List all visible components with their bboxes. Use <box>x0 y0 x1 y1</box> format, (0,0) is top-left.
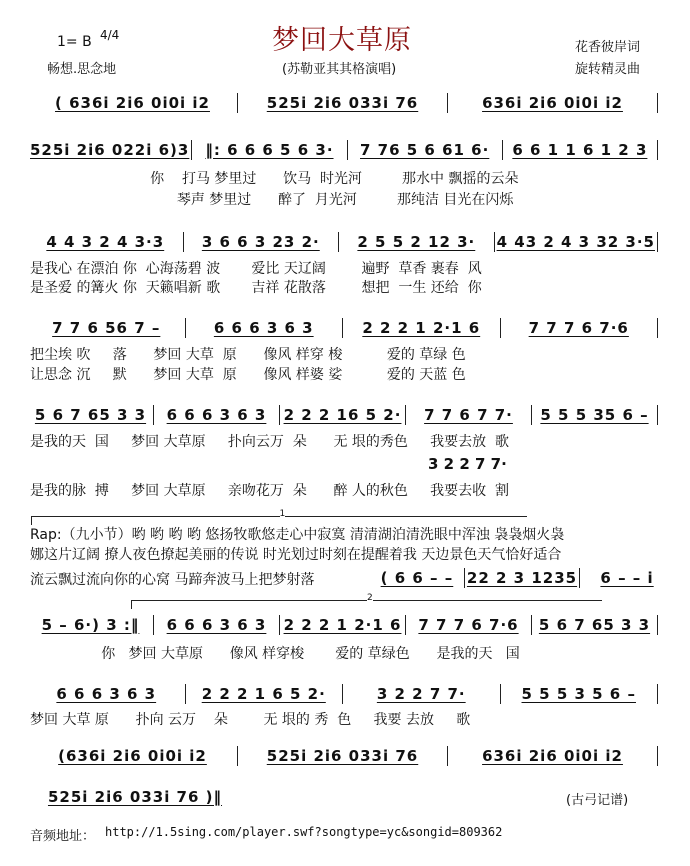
notation-line <box>30 405 660 425</box>
composer: 旋转精灵曲 <box>575 62 641 77</box>
alternate-notes: 3 2 2 7 7· <box>428 455 507 473</box>
lyric-line: 是圣爱 的篝火 你 天籁唱新 歌 吉祥 花散落 想把 一生 还给 你 <box>30 280 482 296</box>
barline <box>342 684 343 704</box>
measure: 6 6 6 3 6 3 <box>166 616 267 634</box>
barline <box>237 93 238 113</box>
lyric-line: 你 梦回 大草原 像风 样穿梭 爱的 草绿色 是我的天 国 <box>30 646 520 662</box>
measure: 3 2 2 7 7· <box>376 685 466 703</box>
tempo-marking: 畅想.思念地 <box>47 62 117 77</box>
measure: 5 – 6·) 3 :‖ <box>41 616 140 634</box>
measure: 2 2 2 1 6 5 2· <box>201 685 326 703</box>
song-title: 梦回大草原 <box>272 25 412 56</box>
measure: 525i 2i6 033i 76 <box>266 94 419 112</box>
lyric-line: 是我的天 国 梦回 大草原 扑向云万 朵 无 垠的秀色 我要去放 歌 <box>30 434 510 450</box>
key-signature: 1= B <box>57 34 92 50</box>
audio-url[interactable]: http://1.5sing.com/player.swf?songtype=yc&songid=809362 <box>105 825 503 839</box>
measure: 6 6 6 3 6 3 <box>213 319 314 337</box>
measure: 22 2 3 1235 <box>466 569 578 587</box>
barline <box>237 746 238 766</box>
measure: 2 2 2 16 5 2· <box>283 406 402 424</box>
barline <box>405 405 406 425</box>
measure: 6 – – i <box>600 569 654 587</box>
volta-bracket: 1 <box>31 516 527 525</box>
measure: 2 5 5 2 12 3· <box>357 233 476 251</box>
barline <box>447 93 448 113</box>
barline <box>185 684 186 704</box>
lyric-line: 流云飘过流向你的心窝 马蹄奔波马上把梦射落 <box>30 572 315 588</box>
barline <box>464 568 465 588</box>
measure: 6 6 6 3 6 3 <box>56 685 157 703</box>
measure: 7 7 6 7 7· <box>424 406 513 424</box>
barline <box>531 615 532 635</box>
audio-label: 音频地址： <box>30 829 96 844</box>
measure: 7 7 6 56 7 – <box>52 319 161 337</box>
measure: 525i 2i6 033i 76 )‖ <box>47 788 223 806</box>
lyric-line: 是我心 在漂泊 你 心海荡碧 波 爱比 天辽阔 遍野 草香 裹春 风 <box>30 261 482 277</box>
barline <box>153 615 154 635</box>
measure: 2 2 2 1 2·1 6 <box>362 319 481 337</box>
measure: 525i 2i6 022i 6)3 <box>30 141 190 159</box>
volta-bracket: 2 <box>131 600 602 609</box>
barline <box>279 615 280 635</box>
barline <box>405 615 406 635</box>
notation-line <box>30 140 660 160</box>
time-signature: 4/4 <box>100 28 120 42</box>
lyric-line: 梦回 大草 原 扑向 云万 朵 无 垠的 秀 色 我要 去放 歌 <box>30 712 471 728</box>
measure: 5 5 5 3 5 6 – <box>521 685 636 703</box>
notation-line <box>30 93 660 113</box>
barline <box>500 318 501 338</box>
measure: 2 2 2 1 2·1 6 <box>283 616 402 634</box>
barline <box>183 232 184 252</box>
measure: 4 43 2 4 3 32 3·5 <box>496 233 655 251</box>
measure: 6 6 1 1 6 1 2 3 <box>512 141 648 159</box>
barline <box>502 140 503 160</box>
barline <box>153 405 154 425</box>
measure: ( 6 6 – – <box>380 569 454 587</box>
measure: 4 4 3 2 4 3·3 <box>46 233 165 251</box>
barline <box>579 568 580 588</box>
barline <box>279 405 280 425</box>
barline <box>447 746 448 766</box>
measure: 6 6 6 3 6 3 <box>166 406 267 424</box>
measure: 7 7 7 6 7·6 <box>528 319 629 337</box>
measure: 3 6 6 3 23 2· <box>201 233 320 251</box>
notation-line <box>30 684 660 704</box>
barline <box>500 684 501 704</box>
notation-line <box>30 787 240 807</box>
lyric-line: 把尘埃 吹 落 梦回 大草 原 像风 样穿 梭 爱的 草绿 色 <box>30 347 466 363</box>
barline <box>494 232 495 252</box>
measure: ( 636i 2i6 0i0i i2 <box>55 94 210 112</box>
barline <box>347 140 348 160</box>
measure: 5 5 5 35 6 – <box>540 406 649 424</box>
lyric-line: 娜这片辽阔 撩人夜色撩起美丽的传说 时光划过时刻在提醒着我 天边景色天气恰好适合 <box>30 547 562 563</box>
notation-line <box>30 746 660 766</box>
measure: 636i 2i6 0i0i i2 <box>482 94 623 112</box>
measure: 5 6 7 65 3 3 <box>538 616 651 634</box>
transcriber-note: (古弓记谱) <box>566 793 629 808</box>
notation-line <box>30 232 660 252</box>
measure: 7 76 5 6 61 6· <box>360 141 490 159</box>
measure: 7 7 7 6 7·6 <box>418 616 519 634</box>
lyric-line: 琴声 梦里过 醉了 月光河 那纯洁 目光在闪烁 <box>30 192 514 208</box>
measure: ‖: 6 6 6 5 6 3· <box>205 141 334 159</box>
lyricist: 花香彼岸词 <box>575 40 641 55</box>
measure: 5 6 7 65 3 3 <box>34 406 147 424</box>
measure: 636i 2i6 0i0i i2 <box>482 747 623 765</box>
measure: 525i 2i6 033i 76 <box>266 747 419 765</box>
notation-line <box>30 318 660 338</box>
barline <box>342 318 343 338</box>
singer: (苏勒亚其其格演唱) <box>282 62 397 77</box>
notation-line <box>30 615 660 635</box>
measure: (636i 2i6 0i0i i2 <box>58 747 207 765</box>
barline <box>185 318 186 338</box>
lyric-line: Rap:（九小节）哟 哟 哟 哟 悠扬牧歌悠走心中寂寞 清清湖泊清洗眼中浑浊 袅袅烟火袅 <box>30 527 565 543</box>
barline <box>531 405 532 425</box>
lyric-line: 你 打马 梦里过 饮马 时光河 那水中 飘摇的云朵 <box>30 171 519 187</box>
lyric-line: 让思念 沉 默 梦回 大草 原 像风 样婆 娑 爱的 天蓝 色 <box>30 367 466 383</box>
lyric-line: 是我的脉 搏 梦回 大草原 亲吻花万 朵 醉 人的秋色 我要去收 割 <box>30 483 510 499</box>
barline <box>338 232 339 252</box>
notation-line <box>372 568 672 588</box>
barline <box>191 140 192 160</box>
